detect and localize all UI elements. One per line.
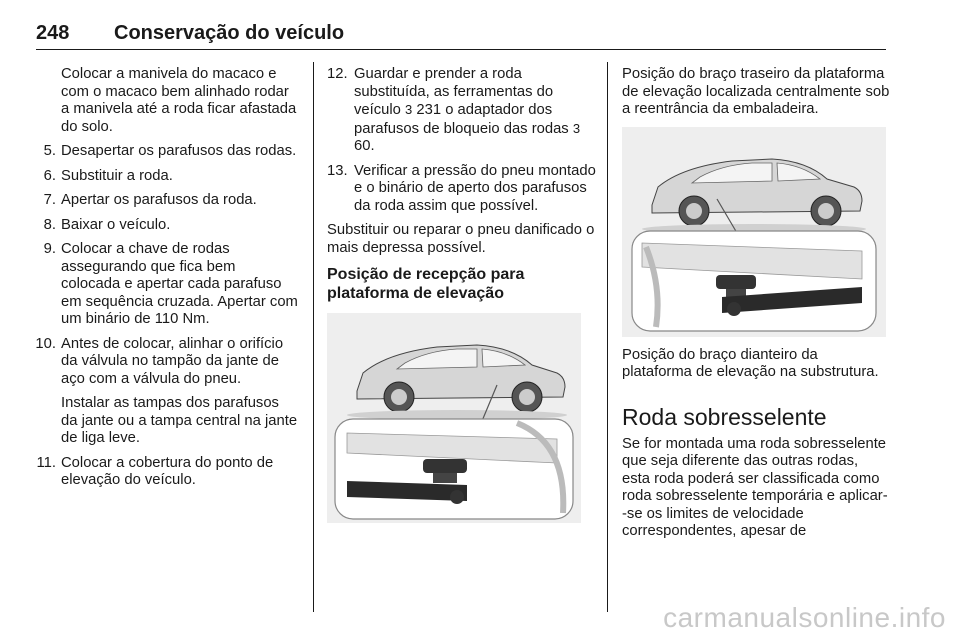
list-item-6: 6. Substituir a roda. bbox=[43, 167, 173, 184]
front-arm-position-text: Posição do braço dianteiro da plataforma de elevação na substrutura. bbox=[622, 346, 879, 380]
list-item-5: 5. Desapertar os parafusos das rodas. bbox=[43, 143, 297, 159]
rear-lift-arm-illustration bbox=[327, 313, 581, 523]
page-ref-icon: 3 bbox=[405, 102, 413, 117]
list-item-10: 10. Antes de colocar, alinhar o orifício da válvula no tampão da jante de aço com a válvula do pneu. bbox=[35, 335, 284, 387]
section-heading-lift-position: Posição de recepção para plataforma de elevação bbox=[327, 266, 525, 302]
column-2 bbox=[327, 66, 597, 533]
list-item-9: 9. Colocar a chave de rodas assegurando que fica bem colocada e apertar cada parafuso em sequência cruzada. Apertar com um binário de 110 Nm. bbox=[43, 241, 298, 327]
lift-arm-detail-inset bbox=[632, 231, 876, 331]
page-number: 248 bbox=[36, 22, 70, 44]
column-divider-1 bbox=[313, 62, 314, 612]
page-header bbox=[36, 22, 886, 48]
section-heading-spare-wheel: Roda sobresselente bbox=[622, 403, 827, 430]
replace-tyre-text: Substituir ou reparar o pneu danificado o mais depressa possível. bbox=[327, 222, 595, 256]
column-divider-2 bbox=[607, 62, 608, 612]
list-item-11: 11. Colocar a cobertura do ponto de elevação do veículo. bbox=[36, 454, 274, 488]
list-item-8: 8. Baixar o veículo. bbox=[43, 216, 171, 233]
column-3 bbox=[622, 66, 890, 548]
continued-step-text: Colocar a manivela do macaco e com o macaco bem alinhado rodar a manivela até a roda ficar afastada do solo. bbox=[61, 66, 297, 135]
header-rule bbox=[36, 49, 886, 50]
lift-arm-detail-inset bbox=[335, 419, 573, 519]
spare-wheel-text: Se for montada uma roda sobresselente que seja diferente das outras rodas, esta roda poderá ser classificada como roda sobresselente temporária e aplicar--se os limites de velocidade correspondentes, apesar de bbox=[622, 435, 888, 539]
page-title: Conservação do veículo bbox=[114, 22, 345, 44]
page-ref-231[interactable]: 231 bbox=[416, 102, 442, 118]
list-item-7: 7. Apertar os parafusos da roda. bbox=[43, 192, 257, 208]
list-item-10-extra: Instalar as tampas dos parafusos da jante ou a tampa central na jante de liga leve. bbox=[61, 395, 298, 446]
front-lift-arm-illustration bbox=[622, 127, 876, 337]
list-item-12: 12. Guardar e prender a roda substituída, as ferramentas do veículo 3 231 o adaptador dos parafusos de bloqueio das rodas 3 60. bbox=[327, 66, 581, 154]
rear-arm-position-text: Posição do braço traseiro da plataforma de elevação localizada centralmente sob a reentrância da embaladeira. bbox=[622, 66, 890, 117]
list-item-13: 13. Verificar a pressão do pneu montado e o binário de aperto dos parafusos da roda assim que possível. bbox=[327, 162, 596, 214]
page-ref-60[interactable]: 60. bbox=[354, 138, 375, 154]
page-ref-icon: 3 bbox=[572, 120, 581, 136]
column-1 bbox=[16, 66, 298, 497]
watermark: carmanualsonline.info bbox=[663, 602, 946, 633]
